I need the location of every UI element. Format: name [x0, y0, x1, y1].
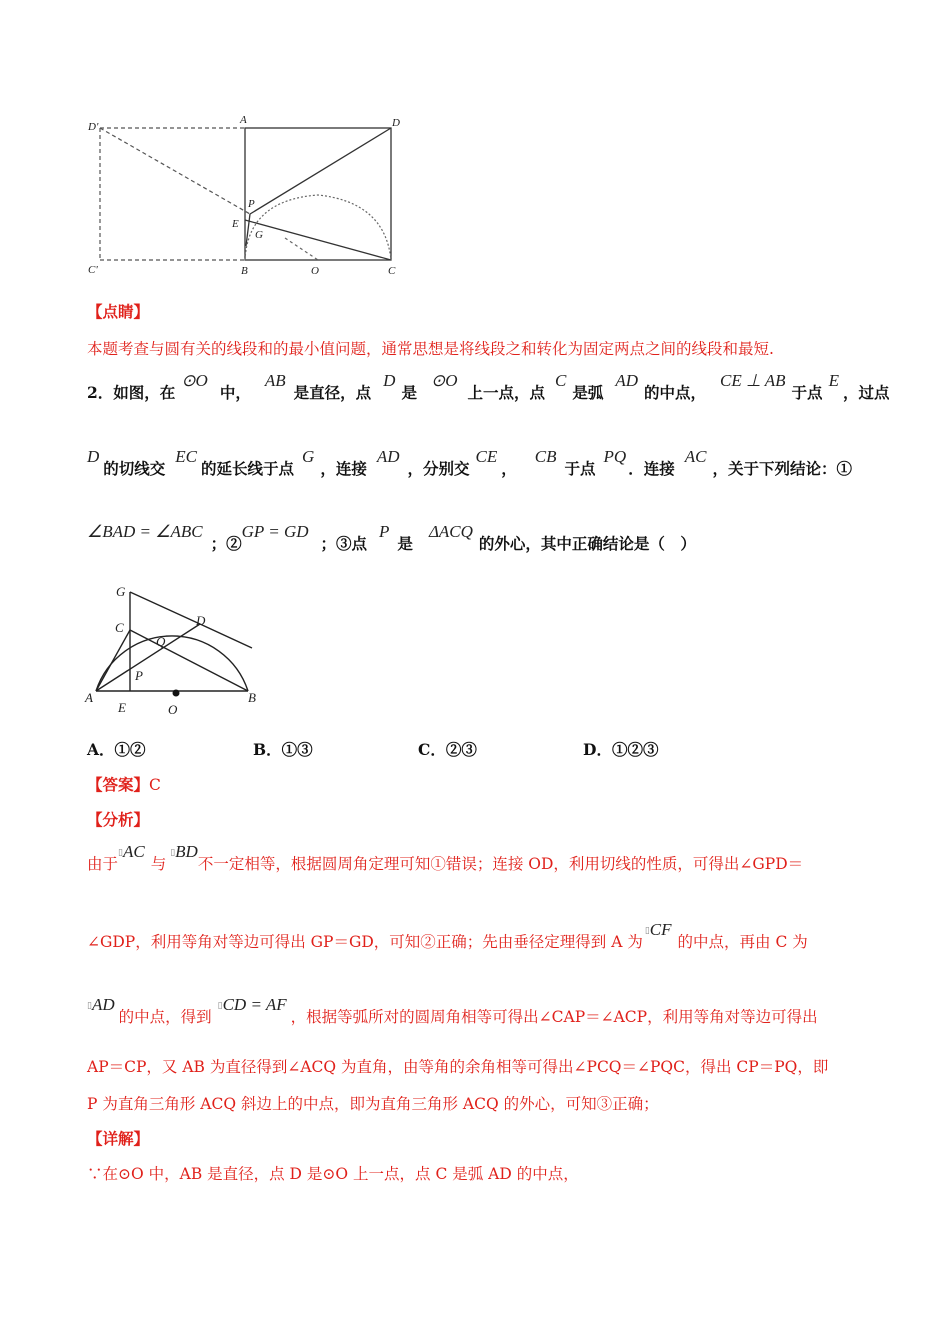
- q1-text-1: 如图，在: [113, 383, 176, 402]
- q1-math-c: C: [555, 371, 567, 390]
- a1-text-2: 与: [150, 855, 167, 873]
- dotted-arc: [245, 195, 391, 260]
- segment-gd: [130, 592, 200, 624]
- label-o: O: [168, 702, 178, 717]
- q2-text-8: ，关于下列结论：①: [712, 459, 852, 478]
- center-dot-o: [173, 690, 180, 697]
- answer-line: [87, 773, 161, 795]
- a3-math-ad: AD: [91, 995, 115, 1014]
- a2-text-1: ∠GDP，利用等角对等边可得出 GP＝GD，可知②正确；先由垂径定理得到 A 为: [87, 933, 643, 951]
- semicircle: [96, 636, 248, 691]
- label-e: E: [232, 218, 239, 230]
- figure-1-diagram: [80, 110, 420, 285]
- answer-heading: 【答案】: [87, 775, 150, 794]
- q3-text-1: ；②: [210, 534, 242, 553]
- option-a: [87, 738, 146, 760]
- option-c: [418, 738, 477, 760]
- analysis-line-5: P 为直角三角形 ACQ 斜边上的中点，即为直角三角形 ACQ 的外心，可知③正确；: [87, 1095, 659, 1113]
- q2-math-ce: CE: [475, 447, 498, 466]
- segment-pg: [246, 214, 250, 246]
- dianjing-text: 本题考查与圆有关的线段和的最小值问题，通常思想是将线段之和转化为固定两点之间的线段和最短.: [87, 340, 774, 358]
- q1-text-5: 上一点，点: [467, 383, 545, 402]
- detail-text: ∵在⊙O 中，AB 是直径，点 D 是⊙O 上一点，点 C 是弧 AD 的中点，: [87, 1165, 579, 1183]
- label-c: C: [388, 265, 396, 277]
- q2-text-6: 于点: [564, 459, 596, 478]
- analysis-heading: 【分析】: [87, 810, 150, 829]
- q3-text-2: ；③点: [320, 534, 368, 553]
- label-d: D: [392, 117, 400, 129]
- option-b-value: ①③: [281, 740, 313, 759]
- arc-mark-icon: ▯: [217, 1001, 223, 1011]
- label-b: B: [241, 265, 248, 277]
- q1-math-d: D: [383, 371, 396, 390]
- label-o: O: [311, 265, 319, 277]
- arc-mark-icon: ▯: [118, 848, 123, 858]
- q2-math-d: D: [87, 447, 100, 466]
- q3-math-triangle-acq: ΔACQ: [428, 522, 473, 541]
- q2-math-ec: EC: [175, 447, 198, 466]
- q1-text-2: 中，: [219, 383, 251, 402]
- label-g: G: [116, 584, 126, 599]
- label-g: G: [255, 229, 263, 241]
- q3-math-angle-equality: ∠BAD = ∠ABC: [87, 522, 203, 541]
- option-a-key: A．: [87, 740, 115, 759]
- segment-ec: [245, 220, 391, 260]
- option-b-key: B．: [253, 740, 282, 759]
- label-a: A: [85, 690, 93, 705]
- dashed-o-segment: [285, 238, 318, 260]
- q2-text-7: ．连接: [628, 459, 675, 478]
- segment-ac: [96, 630, 130, 691]
- q2-math-pq: PQ: [603, 447, 627, 466]
- a1-text-3: 不一定相等，根据圆周角定理可知①错误；连接 OD，利用切线的性质，可得出∠GPD＝: [197, 855, 804, 873]
- q1-math-ad: AD: [615, 371, 639, 390]
- q2-text-1: 的切线交: [103, 459, 166, 478]
- q1-math-ab: AB: [264, 371, 286, 390]
- arc-mark-icon: ▯: [87, 1001, 92, 1011]
- a3-text-1: 的中点，得到: [118, 1008, 212, 1026]
- dianjing-heading: 【点睛】: [87, 302, 150, 321]
- question-line-2: [87, 447, 852, 479]
- label-e: E: [118, 700, 126, 715]
- question-number: 2．: [87, 383, 114, 402]
- q2-math-g: G: [302, 447, 315, 466]
- segment-pd: [250, 128, 391, 214]
- label-a: A: [240, 114, 247, 126]
- q1-text-7: 的中点，: [644, 383, 707, 402]
- q3-math-p: P: [379, 522, 390, 541]
- q2-text-2: 的延长线于点: [201, 459, 295, 478]
- analysis-line-2: [87, 920, 808, 952]
- q2-math-cb: CB: [534, 447, 557, 466]
- option-d: [583, 738, 658, 760]
- question-line-3: [87, 522, 696, 554]
- q1-text-9: ，过点: [842, 383, 890, 402]
- option-c-key: C．: [418, 740, 446, 759]
- q2-text-5: ，: [501, 459, 517, 478]
- q1-text-6: 是弧: [572, 383, 604, 402]
- analysis-line-3: [87, 995, 818, 1027]
- q1-text-4: 是: [401, 383, 417, 402]
- label-d: D: [196, 613, 206, 628]
- q3-math-gp-gd: GP = GD: [241, 522, 309, 541]
- option-c-value: ②③: [445, 740, 477, 759]
- option-d-key: D．: [583, 740, 612, 759]
- detail-heading: 【详解】: [87, 1129, 150, 1148]
- dashed-d-prime-p: [100, 128, 250, 214]
- a2-text-2: 的中点，再由 C 为: [677, 933, 808, 951]
- q1-text-3: 是直径，点: [293, 383, 372, 402]
- label-p: P: [135, 668, 143, 683]
- figure-2-diagram: [82, 578, 272, 718]
- q2-math-ad: AD: [376, 447, 400, 466]
- question-line-1: [87, 371, 890, 403]
- a2-math-cf: CF: [649, 920, 672, 939]
- q2-text-3: ，连接: [320, 459, 367, 478]
- q1-math-ce-perp-ab: CE ⊥ AB: [720, 371, 786, 390]
- arc-mark-icon: ▯: [644, 926, 650, 936]
- answer-value: C: [149, 776, 161, 794]
- q3-text-4: 的外心，其中正确结论是（ ）: [478, 534, 696, 553]
- q1-text-8: 于点: [791, 383, 823, 402]
- label-q: Q: [156, 634, 166, 649]
- a1-text-1: 由于: [87, 855, 119, 873]
- label-b: B: [248, 690, 256, 705]
- option-b: [253, 738, 313, 760]
- arc-mark-icon: ▯: [170, 848, 176, 858]
- a1-math-bd: BD: [175, 842, 198, 861]
- a1-math-ac: AC: [122, 842, 145, 861]
- a3-math-cd-af: CD = AF: [222, 995, 287, 1014]
- label-c-prime: C': [88, 264, 98, 276]
- option-d-value: ①②③: [611, 740, 659, 759]
- label-c: C: [115, 620, 124, 635]
- q1-math-circle-o: ⊙O: [181, 371, 208, 390]
- a3-text-2: ，根据等弧所对的圆周角相等可得出∠CAP＝∠ACP，利用等角对等边可得出: [290, 1008, 818, 1026]
- option-a-value: ①②: [114, 740, 146, 759]
- label-p: P: [248, 198, 255, 210]
- q2-text-4: ，分别交: [407, 459, 470, 478]
- label-d-prime: D': [88, 121, 99, 133]
- q1-math-e: E: [828, 371, 839, 390]
- q1-math-circle-o-2: ⊙O: [430, 371, 458, 390]
- q2-math-ac: AC: [684, 447, 707, 466]
- analysis-line-4: AP＝CP，又 AB 为直径得到∠ACQ 为直角，由等角的余角相等可得出∠PCQ＝∠PQC，得出 CP＝PQ，即: [87, 1058, 829, 1076]
- analysis-line-1: [87, 842, 804, 874]
- q3-text-3: 是: [397, 534, 413, 553]
